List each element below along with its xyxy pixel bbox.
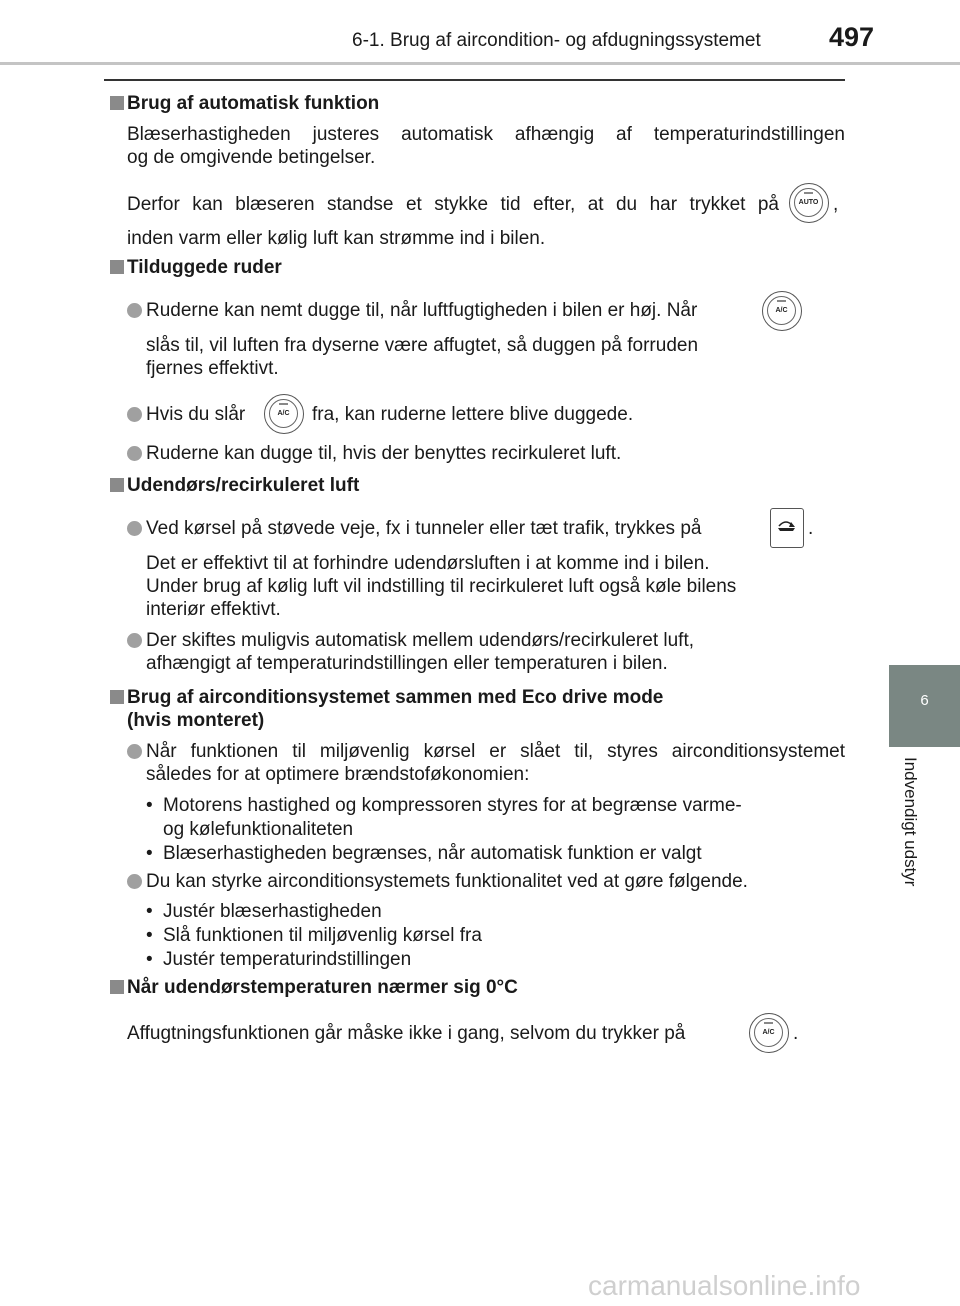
eco-sub-line: og kølefunktionaliteten (163, 819, 354, 840)
circle-bullet-icon (127, 521, 142, 536)
recirc-bullet-line: Det er effektivt til at forhindre udendørsluften i at komme ind i bilen. (146, 553, 710, 574)
auto-paragraph-line: Blæserhastigheden justeres automatisk afhængig af temperaturindstillingen (127, 124, 845, 145)
watermark: carmanualsonline.info (588, 1270, 861, 1301)
page-number: 497 (829, 22, 875, 52)
square-bullet-icon (110, 260, 124, 274)
section-heading-fog: Tilduggede ruder (127, 257, 282, 278)
dash-bullet: • (146, 843, 153, 864)
circle-bullet-icon (127, 303, 142, 318)
square-bullet-icon (110, 980, 124, 994)
dash-bullet: • (146, 949, 153, 970)
chapter-tab-label: Indvendigt udstyr (901, 757, 920, 887)
fog-bullet-line: Hvis du slår (146, 404, 246, 425)
section-heading-eco: (hvis monteret) (127, 710, 265, 731)
section-heading-zero: Når udendørstemperaturen nærmer sig 0°C (127, 977, 518, 998)
fog-bullet-line: Ruderne kan dugge til, hvis der benyttes recirkuleret luft. (146, 443, 622, 464)
recirc-bullet-line: Der skiftes muligvis automatisk mellem udendørs/recirkuleret luft, (146, 630, 695, 651)
chapter-title: 6-1. Brug af aircondition- og afdugningssystemet (352, 30, 761, 51)
section-heading-recirc: Udendørs/recirkuleret luft (127, 475, 360, 496)
eco-bullet-line: Du kan styrke airconditionsystemets funktionalitet ved at gøre følgende. (146, 871, 748, 892)
recirc-bullet-line: Ved kørsel på støvede veje, fx i tunneler eller tæt trafik, trykkes på (146, 518, 702, 539)
eco-bullet-line: Når funktionen til miljøvenlig kørsel er slået til, styres airconditionsystemet (146, 741, 845, 762)
recirc-bullet-line: . (808, 518, 814, 539)
eco-sub-line: Justér blæserhastigheden (163, 901, 382, 922)
fog-bullet-line: fra, kan ruderne lettere blive duggede. (312, 404, 634, 425)
content-divider (104, 79, 845, 81)
eco-bullet-line: således for at optimere brændstoføkonomien: (146, 764, 530, 785)
auto-button-icon: AUTO (789, 183, 829, 223)
dash-bullet: • (146, 795, 153, 816)
eco-sub-line: Motorens hastighed og kompressoren styres for at begrænse varme- (163, 795, 742, 816)
circle-bullet-icon (127, 744, 142, 759)
ac-button-icon: A/C (749, 1013, 789, 1053)
dash-bullet: • (146, 925, 153, 946)
header-divider (0, 62, 960, 65)
square-bullet-icon (110, 478, 124, 492)
chapter-tab-number: 6 (920, 692, 929, 709)
dash-bullet: • (146, 901, 153, 922)
recirc-bullet-line: afhængigt af temperaturindstillingen eller temperaturen i bilen. (146, 653, 668, 674)
circle-bullet-icon (127, 446, 142, 461)
zero-paragraph-line: Affugtningsfunktionen går måske ikke i gang, selvom du trykker på (127, 1023, 686, 1044)
auto-paragraph-line: Derfor kan blæseren standse et stykke tid efter, at du har trykket på (127, 194, 779, 215)
eco-sub-line: Blæserhastigheden begrænses, når automatisk funktion er valgt (163, 843, 702, 864)
fog-bullet-line: slås til, vil luften fra dyserne være affugtet, så duggen på forruden (146, 335, 699, 356)
section-heading-eco: Brug af airconditionsystemet sammen med Eco drive mode (127, 687, 664, 708)
section-heading-auto: Brug af automatisk funktion (127, 93, 380, 114)
circle-bullet-icon (127, 874, 142, 889)
circle-bullet-icon (127, 407, 142, 422)
auto-paragraph-line: , (833, 194, 839, 215)
fog-bullet-line: fjernes effektivt. (146, 358, 279, 379)
recirc-bullet-line: interiør effektivt. (146, 599, 281, 620)
eco-sub-line: Slå funktionen til miljøvenlig kørsel fra (163, 925, 482, 946)
recirc-bullet-line: Under brug af kølig luft vil indstilling til recirkuleret luft også køle bilens (146, 576, 737, 597)
ac-button-icon: A/C (762, 291, 802, 331)
recirculation-icon (770, 508, 804, 548)
ac-button-icon: A/C (264, 394, 304, 434)
fog-bullet-line: Ruderne kan nemt dugge til, når luftfugtigheden i bilen er høj. Når (146, 300, 698, 321)
auto-paragraph-line: inden varm eller kølig luft kan strømme ind i bilen. (127, 228, 546, 249)
auto-paragraph-line: og de omgivende betingelser. (127, 147, 376, 168)
chapter-tab[interactable] (889, 665, 960, 747)
zero-paragraph-line: . (793, 1023, 799, 1044)
circle-bullet-icon (127, 633, 142, 648)
eco-sub-line: Justér temperaturindstillingen (163, 949, 412, 970)
square-bullet-icon (110, 96, 124, 110)
square-bullet-icon (110, 690, 124, 704)
